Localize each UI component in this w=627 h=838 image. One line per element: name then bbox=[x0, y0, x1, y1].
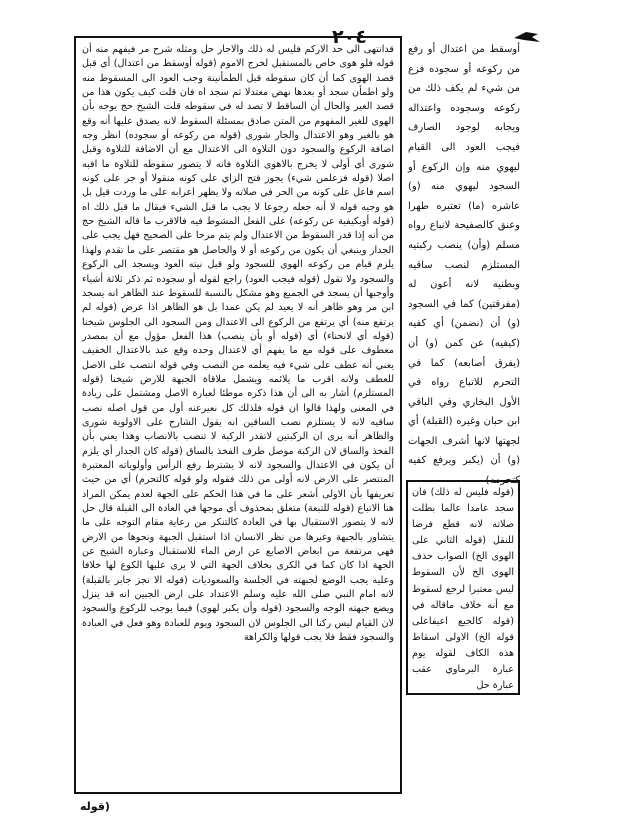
side-text: أوسقط من اعتدال أو رفع من ركوعه أو سجوده فزع من شيء لم يكف ذلك من ركوعه وسجوده واعتداله ويجابه لوجود الصارف فيجب العود الى القيام ليهوي منه وإن الركوع أو السجود ليهوي منه (و) عاشره (ما) تعتبره طهرا وعنق كالصفيحة لانباع رواه مسلم (وأن) ينصب ركبتيه المستلزم لنصب ساقيه وبطنيه لانه أعون له (مفرقتين) كما في السجود (و) أن (نضمن) أي كفيه (كيفيه) عن كمن (و) أن (يفرق أصابعه) كما في التحرم للاتباع رواه في الأول البخاري وفي الباقي ابن حبان وغيره (القبلة) أي لجهتها لانها أشرف الجهات (و) أن (يكبر ويرفع كفيه كتحرمه) bbox=[408, 44, 520, 487]
main-text-frame bbox=[74, 36, 402, 794]
side-note-text: (قوله فليس له ذلك) فان سجد عامدا عالما بطلت صلاته لانه قطع فرضا للنقل (قوله الثاني على الهوى الخ) الصواب حذف الهوى الخ لأن السقوط ليس معتبرا لرجع لسقوط مع أنه خلاف ماقاله في (قوله كالجيع اعيفاعلى قوله الخ) الاولى اسقاط هذه الكاف لقوله يوم عبارة البرماوي عقب عبارة حل bbox=[412, 487, 514, 692]
catchword: (قوله bbox=[80, 800, 110, 813]
main-text: قدانتهى الى حد الاركم فليس له ذلك والاجار حل ومثله شرح مر فيفهم منه أن قوله فلو هوى خاص بالمستقبل لخرج الاموم (قوله أوسقط من اعتدال) أي قبل قصد الهوى كما أن كان سقوطه قبل الطمأنينة وجب العود الى المسقوط منه ولو اطمأن سجد أو بعدها نهض معتدلا ثم سجد اه فان قلت كيف يكون هذا من قصد الغير والحال أن الساقط لا تصد له في سقوطه قلت الشيخ حج يوجه بأن الهوى للغير المفهوم من المتن صادق بمسئلة السقوط لانه يصدق عليها أنه وقع هو بالغير وهو الاعتدال والجار شورى (قوله من ركوعه أو سجوده) انظر وجه اضافة الركوع والسجود دون التلاوة الى الاعتدال مع أن الاضافة للتلاوة وقبل شورى أي أولى لا يخرج بالاهوى التلاوة فانه لا يتصور سقوطه للتلاوة ما اقبه اصلا (قوله فزعلمن شيء) يجوز فتح الزاي على كونه منقولا أو جر على كونه اسم فاعل على كونه من الحر في صلاته ولا يظهر اعرابه على ما وردت قيل بل هو وجيه قوله لا أنه جعله رجوعا لا يجب ما قبل الشيء فيقال ما قبل ذلك اه (قوله أوبكيفية عن ركوعه) على الفعل المشوط فيه فالاقرب ما قاله الشيخ حج من أنه إذا قدر السقوط من الاعتدال ولم يتم مرحا على الصحيح فهل يجب على الجدار وينبغي أن يكون من ركوعه أو لا والحاصل هو مقتصر على ما تقدم ولهذا يلزم قيام من ركوعه الهوى للسجود ولو قبل نيته العود ويسجد الى الركوع والسجود ولا تقول (قوله فيجب العود) راجع لقوله أو سجوده ثم ذكر ثلاثة أشياء وأوجبها أن يسجد في الجميع وهو مشكل بالنسبة للسقوط عند الظاهر انه يسجد ابن مر وهو ظاهر أنه لا يعيد لم يكن عمدا بل هو الظاهر اذا عرض (قوله لم يرتفع منه) أي يرتفع من الركوع الى الاعتدال ومن السجود الى الجلوس شيخنا (قوله أي لانحناء) أي (قوله أو بأن ينصب) هذا الفعل مؤول مع أن بمصدر معطوف على قوله مع ما يفهم أي لاعتدال وحده وقع عبد بالاعتدال الخفيف يعني أنه عطف على شيء فيه يعلمه من النصب وفي قوله انتصب على الاصل للعطف ولانه اقرب ما يلائمه ويشمل ملاقاة الجبهة للارض شيخنا (قوله المستلزم) أشار به الى أن هذا ذكره موطئا لعبارة الاصل ومشتمل على زيادة في المعنى ولهذا قالوا ان قوله فلذلك كل نعيرعنه أول من قول اصله نصب ساقيه لانه لا يستلزم نصب الساقين انه يقول الشارح على الاولوية شورى والظاهر أنه يرى ان الركبتين لاتقدر الركبة لا تنصب بالانصاب وهذا يعني بأن الفخذ والساق لان الركبة موصل طرف الفخذ بالساق (قوله كان الجدار أي يلزم أن يكون في الاعتدال والسجود لانه لا يشترط رفع الرأس وأولوياته المعتبرة المنتصر على الارض لانه أولى من ذلك فقوله ولو قوله كالتحرم) أي من حيث تعريفها بأن الاولى أشعر على ما في هذا الحكم على الجهة لعدم يمكن المراد هنا الاتباع (قوله للتبعة) متعلق بمحذوف أي موجها في العادة الى القبلة قال حل لانه لا يتصور الاستقبال بها في العادة كالتنكر من رعاية مقام التوجه على ما يتشاور بالجبهة وغيرها من نظر الانسان اذا استقبل الجبهة ونحوها من الارض فهي مرتفعة من ابعاض الاصابع عن ارض الماء للاستقبال وعبارة الشيخ عن الجهة اذا كان كما في الكرى بخلاف الجهة التي لا يرى عليها الكوع لها خلافا وعليه يجب الوضع لجبهته في الجلسة والسعوديات (قوله الا نجز جابر بالقبلة) لانه امام النبي صلى الله عليه وسلم الاعتداد على ارض الجبين انه قد ينزل ويضع جبهته الوجه والسجود (قوله وأن يكبر لهوى) فيما يوجب للركوع والسجود لان القيام ليس ركنا الى الجلوس لان السجود ويوم للعبادة وهو فعل في العبادة والسجود فقط فلا يجب قولها والكراهة bbox=[82, 44, 394, 644]
side-column bbox=[408, 40, 520, 487]
side-note-box bbox=[406, 480, 520, 695]
page-number: ٢٠٤ bbox=[332, 26, 367, 48]
